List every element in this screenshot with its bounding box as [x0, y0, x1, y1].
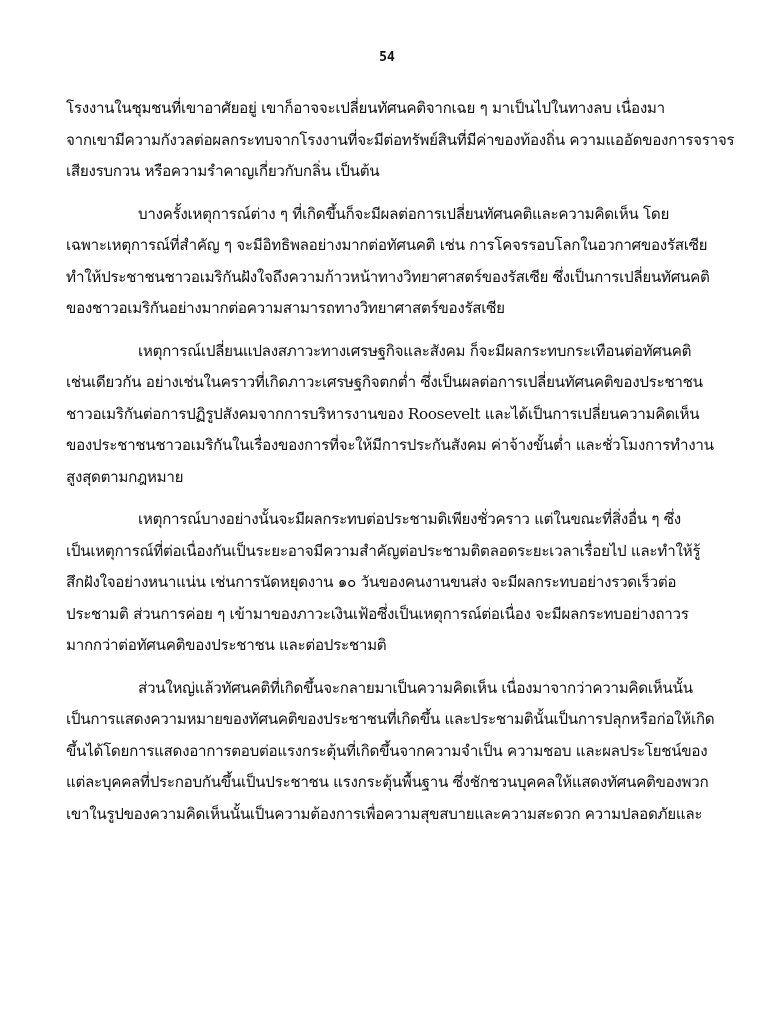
text-line: มากกว่าต่อทัศนคติของประชาชน และต่อประชามติ: [66, 636, 387, 654]
text-line: โรงงานในชุมชนที่เขาอาศัยอยู่ เขาก็อาจจะเปลี่ยนทัศนคติจากเฉย ๆ มาเป็นไปในทางลบ เนื่องมา: [66, 99, 665, 117]
text-line: เขาในรูปของความคิดเห็นนั้นเป็นความต้องการเพื่อความสุขสบายและความสะดวก ความปลอดภัยและ: [66, 804, 703, 823]
text-line: ขึ้นได้โดยการแสดงอาการตอบต่อแรงกระตุ้นที่เกิดขึ้นจากความจำเป็น ความชอบ และผลประโยชน์ของ: [66, 741, 708, 760]
text-line: แต่ละบุคคลที่ประกอบกันขึ้นเป็นประชาชน แรงกระตุ้นพื้นฐาน ซึ่งชักชวนบุคคลให้แสดงทัศนคติของพวก: [66, 773, 709, 791]
text-line: บางครั้งเหตุการณ์ต่าง ๆ ที่เกิดขึ้นก็จะมีผลต่อการเปลี่ยนทัศนคติและความคิดเห็น โดย: [138, 204, 670, 223]
text-line: เสียงรบกวน หรือความรำคาญเกี่ยวกับกลิ่น เป็นต้น: [66, 162, 380, 180]
text-line: เหตุการณ์เปลี่ยนแปลงสภาวะทางเศรษฐกิจและสังคม ก็จะมีผลกระทบกระเทือนต่อทัศนคติ: [138, 341, 692, 360]
text-line: ของประชาชนชาวอเมริกันในเรื่องของการที่จะให้มีการประกันสังคม ค่าจ้างขั้นต่ำ และชั่วโมงการทำงาน: [66, 436, 714, 454]
text-line: ประชามติ ส่วนการค่อย ๆ เข้ามาของภาวะเงินเฟ้อซึ่งเป็นเหตุการณ์ต่อเนื่อง จะมีผลกระทบอย่างถาวร: [66, 604, 689, 623]
paragraph-5: [66, 673, 715, 831]
text-line: จากเขามีความกังวลต่อผลกระทบจากโรงงานที่จะมีต่อทรัพย์สินที่มีค่าของท้องถิ่น ความแออัดของการจราจร: [66, 130, 735, 149]
text-line: เหตุการณ์บางอย่างนั้นจะมีผลกระทบต่อประชามติเพียงชั่วคราว แต่ในขณะที่สิ่งอื่น ๆ ซึ่ง: [138, 510, 681, 528]
text-line: เป็นการแสดงความหมายของทัศนคติของประชาชนที่เกิดขึ้น และประชามตินั้นเป็นการปลุกหรือก่อให้เกิด: [66, 710, 715, 728]
paragraph-2: [66, 199, 710, 325]
paragraph-4: [66, 504, 706, 662]
text-line: สูงสุดตามกฎหมาย: [66, 467, 184, 486]
text-line: สึกฝังใจอย่างหนาแน่น เช่นการนัดหยุดงาน ๑๐ วันของคนงานขนส่ง จะมีผลกระทบอย่างรวดเร็วต่อ: [66, 573, 677, 591]
text-line: เฉพาะเหตุการณ์ที่สำคัญ ๆ จะมีอิทธิพลอย่างมากต่อทัศนคติ เช่น การโคจรรอบโลกในอวกาศของรัสเซีย: [66, 236, 708, 254]
text-line: ของชาวอเมริกันอย่างมากต่อความสามารถทางวิทยาศาสตร์ของรัสเซีย: [66, 299, 505, 317]
text-line: เช่นเดียวกัน อย่างเช่นในคราวที่เกิดภาวะเศรษฐกิจตกต่ำ ซึ่งเป็นผลต่อการเปลี่ยนทัศนคติของประชาชน: [66, 373, 703, 391]
text-line: ส่วนใหญ่แล้วทัศนคติที่เกิดขึ้นจะกลายมาเป็นความคิดเห็น เนื่องมาจากว่าความคิดเห็นนั้น: [138, 678, 693, 697]
text-line: เป็นเหตุการณ์ที่ต่อเนื่องกันเป็นระยะอาจมีความสำคัญต่อประชามติตลอดระยะเวลาเรื่อยไป และทำให้รู้: [66, 541, 701, 560]
text-line: ทำให้ประชาชนชาวอเมริกันฝังใจถึงความก้าวหน้าทางวิทยาศาสตร์ของรัสเซีย ซึ่งเป็นการเปลี่ยนทัศนคติ: [66, 267, 710, 286]
page-number: 54: [379, 50, 395, 65]
text-line: ชาวอเมริกันต่อการปฏิรูปสังคมจากการบริหารงานของ Roosevelt และได้เป็นการเปลี่ยนความคิดเห็น: [66, 404, 700, 423]
paragraph-1: [66, 93, 735, 188]
body-text: [66, 93, 735, 830]
paragraph-3: [66, 336, 714, 494]
